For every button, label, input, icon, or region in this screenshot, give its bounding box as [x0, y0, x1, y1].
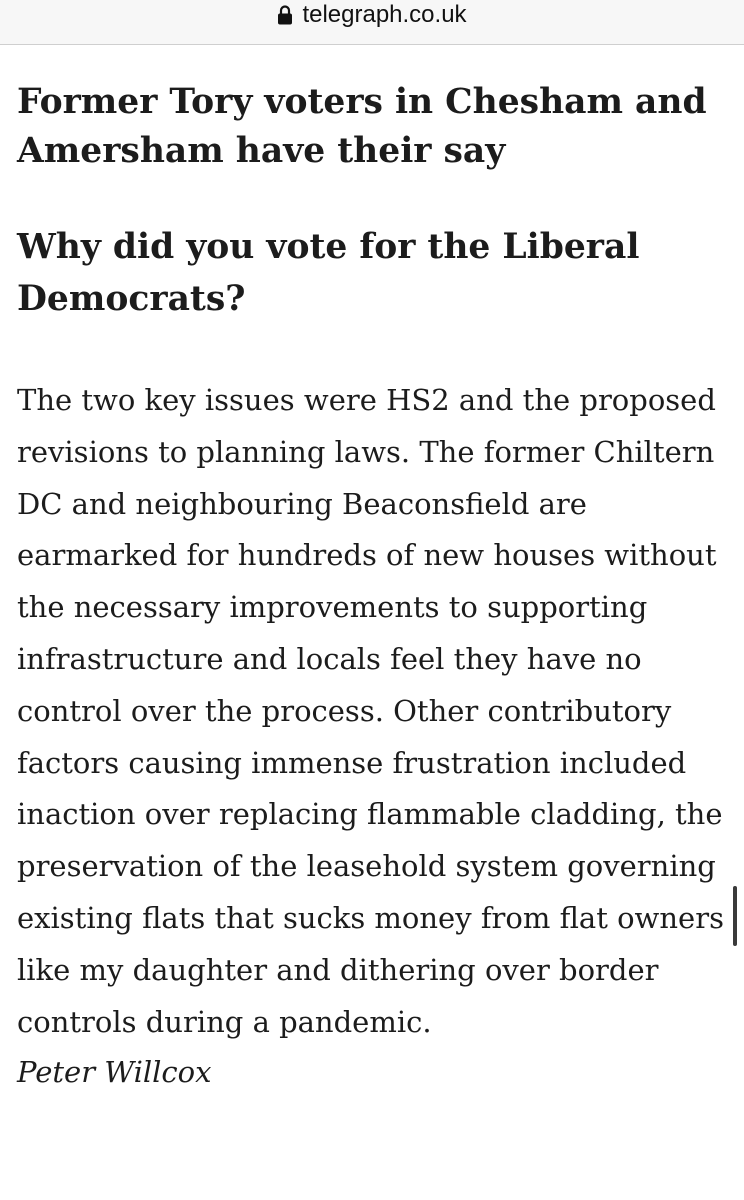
article-body [17, 78, 729, 1092]
lock-icon [277, 4, 293, 26]
url-text: telegraph.co.uk [302, 1, 467, 28]
response-author: Peter Willcox [17, 1055, 212, 1090]
scroll-indicator[interactable] [733, 886, 737, 946]
reader-response: The two key issues were HS2 and the proposed revisions to planning laws. The former Chiltern DC and neighbouring Beaconsfield are earmarked for hundreds of new houses without the necessary improvements to supporting infrastructure and locals feel they have no control over the process. Other contributory factors causing immense frustration included inaction over replacing flammable cladding, the preservation of the leasehold system governing existing flats that sucks money from flat owners like my daughter and dithering over border controls during a pandemic. [17, 383, 724, 1039]
article-headline: Former Tory voters in Chesham and Amersham have their say [17, 82, 707, 171]
url-display[interactable] [0, 0, 744, 30]
browser-address-bar[interactable] [0, 0, 744, 45]
section-question: Why did you vote for the Liberal Democrats? [17, 227, 640, 319]
